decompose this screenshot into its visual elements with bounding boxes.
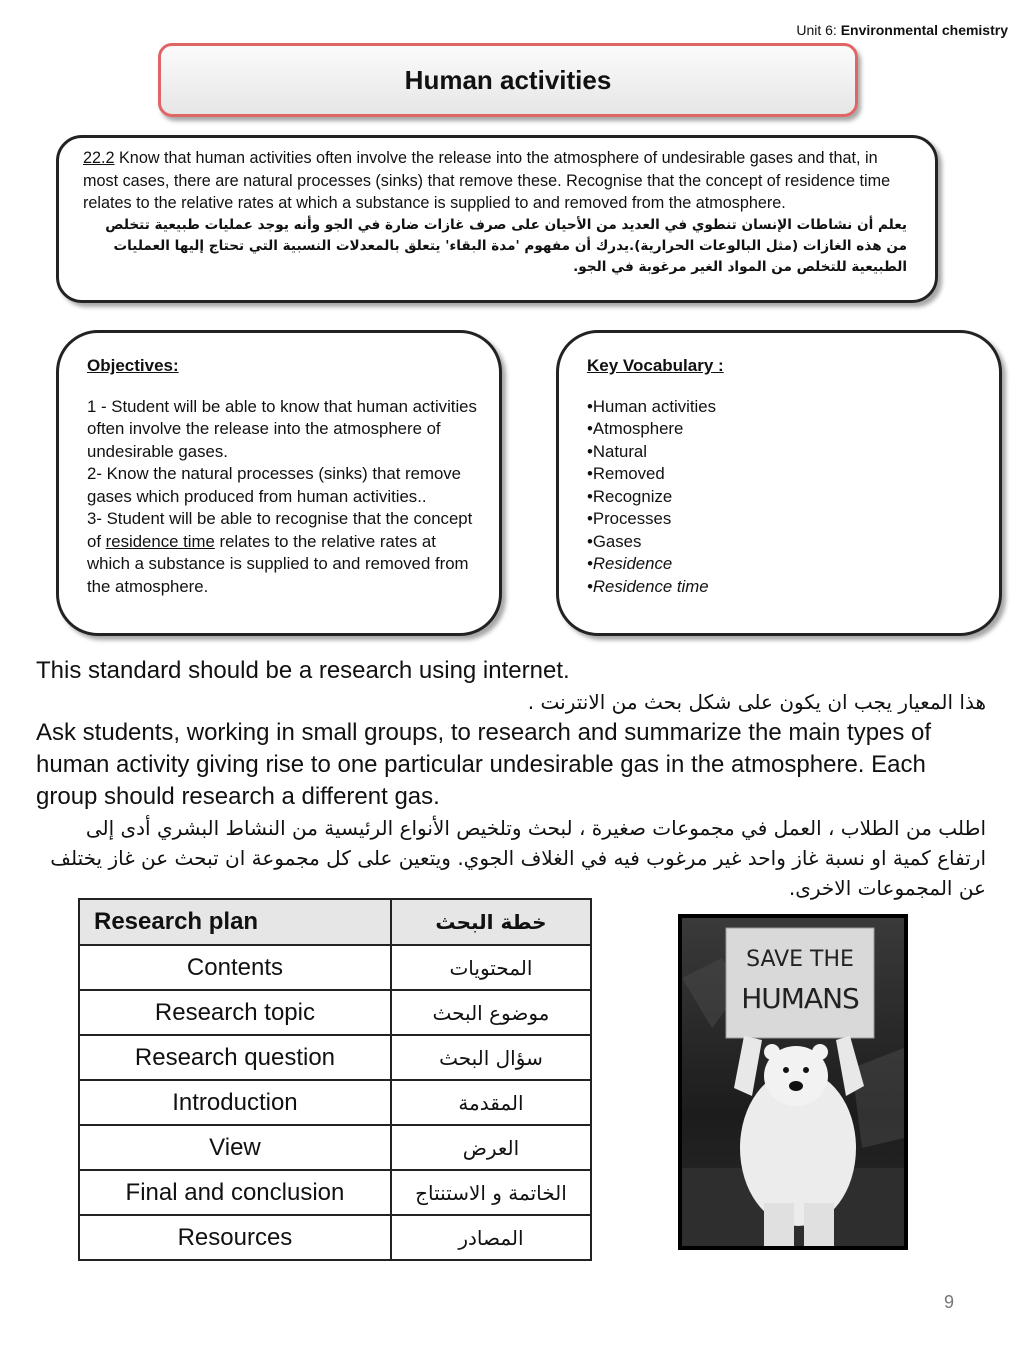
vocabulary-bubble: [556, 330, 1002, 636]
objectives-bubble: [56, 330, 502, 636]
table-row: [79, 990, 591, 1035]
table-row: [79, 1035, 591, 1080]
instruction-1-ar: هذا المعيار يجب ان يكون على شكل بحث من الانترنت .: [527, 690, 986, 714]
row-ar: موضوع البحث: [391, 990, 591, 1035]
header-ar: خطة البحث: [391, 899, 591, 945]
page-number: 9: [944, 1292, 955, 1312]
objective-1: 1 - Student will be able to know that human activities often involve the release into the atmosphere of undesirable gases.: [87, 396, 477, 461]
vocab-item: •Removed: [587, 464, 665, 483]
row-ar: سؤال البحث: [391, 1035, 591, 1080]
row-ar: المحتويات: [391, 945, 591, 990]
unit-label: Unit 6:: [796, 22, 837, 38]
photo-illustration: [682, 918, 904, 1246]
objective-3-post: relates to the relative rates at which a substance is supplied to and removed from the atmosphere.: [87, 531, 469, 596]
row-en: View: [79, 1125, 391, 1170]
row-ar: الخاتمة و الاستنتاج: [391, 1170, 591, 1215]
protest-photo: [678, 914, 908, 1250]
row-en: Research question: [79, 1035, 391, 1080]
objectives-heading: Objectives:: [87, 356, 179, 375]
vocab-item: •Human activities: [587, 396, 716, 416]
title-banner: [158, 43, 858, 117]
standard-text-en: [83, 147, 907, 215]
table-row: [79, 1125, 591, 1170]
objective-3: [87, 508, 479, 598]
instruction-1-en: This standard should be a research using internet.: [36, 657, 570, 684]
table-row: [79, 1215, 591, 1260]
vocab-item: •Natural: [587, 441, 647, 461]
instruction-2-en: Ask students, working in small groups, to research and summarize the main types of human activity giving rise to one particular undesirable gas in the atmosphere. Each group should research a different gas.: [36, 719, 932, 810]
vocabulary-list: [587, 396, 979, 599]
table-row: [79, 1170, 591, 1215]
table-row: [79, 945, 591, 990]
row-en: Final and conclusion: [79, 1170, 391, 1215]
page-title: Human activities: [404, 64, 612, 95]
vocab-item: •Residence time: [587, 576, 709, 596]
row-en: Contents: [79, 945, 391, 990]
unit-title: Environmental chemistry: [840, 22, 1008, 38]
objective-3-pre: 3- Student will be able to recognise that the concept of: [87, 509, 473, 551]
row-en: Introduction: [79, 1080, 391, 1125]
row-ar: المصادر: [391, 1215, 591, 1260]
sign-line-2: HUMANS: [741, 982, 859, 1015]
table-row: [79, 1080, 591, 1125]
row-ar: المقدمة: [391, 1080, 591, 1125]
vocab-item: •Atmosphere: [587, 419, 684, 438]
research-plan-table: [78, 898, 592, 1261]
table-header-row: [79, 899, 591, 945]
objective-2: 2- Know the natural processes (sinks) that remove gases which produced from human activities..: [87, 464, 462, 506]
row-ar: العرض: [391, 1125, 591, 1170]
standard-description: Know that human activities often involve the release into the atmosphere of undesirable gases and that, in most cases, there are natural processes (sinks) that remove these. Recognise that the concept of residence time relates to the relative rates at which a substance is supplied to and removed from the atmosphere.: [83, 149, 891, 212]
vocab-item: •Residence: [587, 554, 673, 573]
standard-box: [56, 135, 938, 303]
unit-header: [796, 22, 1008, 38]
standard-code: 22.2: [83, 149, 115, 167]
header-en: Research plan: [79, 899, 391, 945]
vocabulary-heading: Key Vocabulary :: [587, 356, 724, 375]
vocab-item: •Processes: [587, 509, 672, 528]
vocab-item: •Recognize: [587, 486, 673, 506]
objective-3-term: residence time: [105, 531, 215, 551]
vocab-item: •Gases: [587, 531, 642, 551]
instructions: [36, 655, 986, 903]
standard-text-ar: يعلم أن نشاطات الإنسان تنطوي في العديد من الأحيان على صرف غازات ضارة في الجو وأنه يوجد عمليات طبيعية تتخلص من هذه الغازات (مثل البالوعات الحرارية).يدرك أن مفهوم 'مدة البقاء' يتعلق بالمعدلات النسبية التي تحتاج إليها العمليات الطبيعية للتخلص من المواد الغير مرغوبة في الجو.: [105, 216, 907, 275]
row-en: Research topic: [79, 990, 391, 1035]
row-en: Resources: [79, 1215, 391, 1260]
instruction-2-ar: اطلب من الطلاب ، العمل في مجموعات صغيرة ، لبحث وتلخيص الأنواع الرئيسية من النشاط البشري أدى إلى ارتفاع كمية او نسبة غاز واحد غير مرغوب فيه في الغلاف الجوي. ويتعين على كل مجموعة ان تبحث عن غاز يختلف عن المجموعات الاخرى.: [50, 816, 986, 900]
sign-line-1: SAVE THE: [746, 947, 854, 972]
